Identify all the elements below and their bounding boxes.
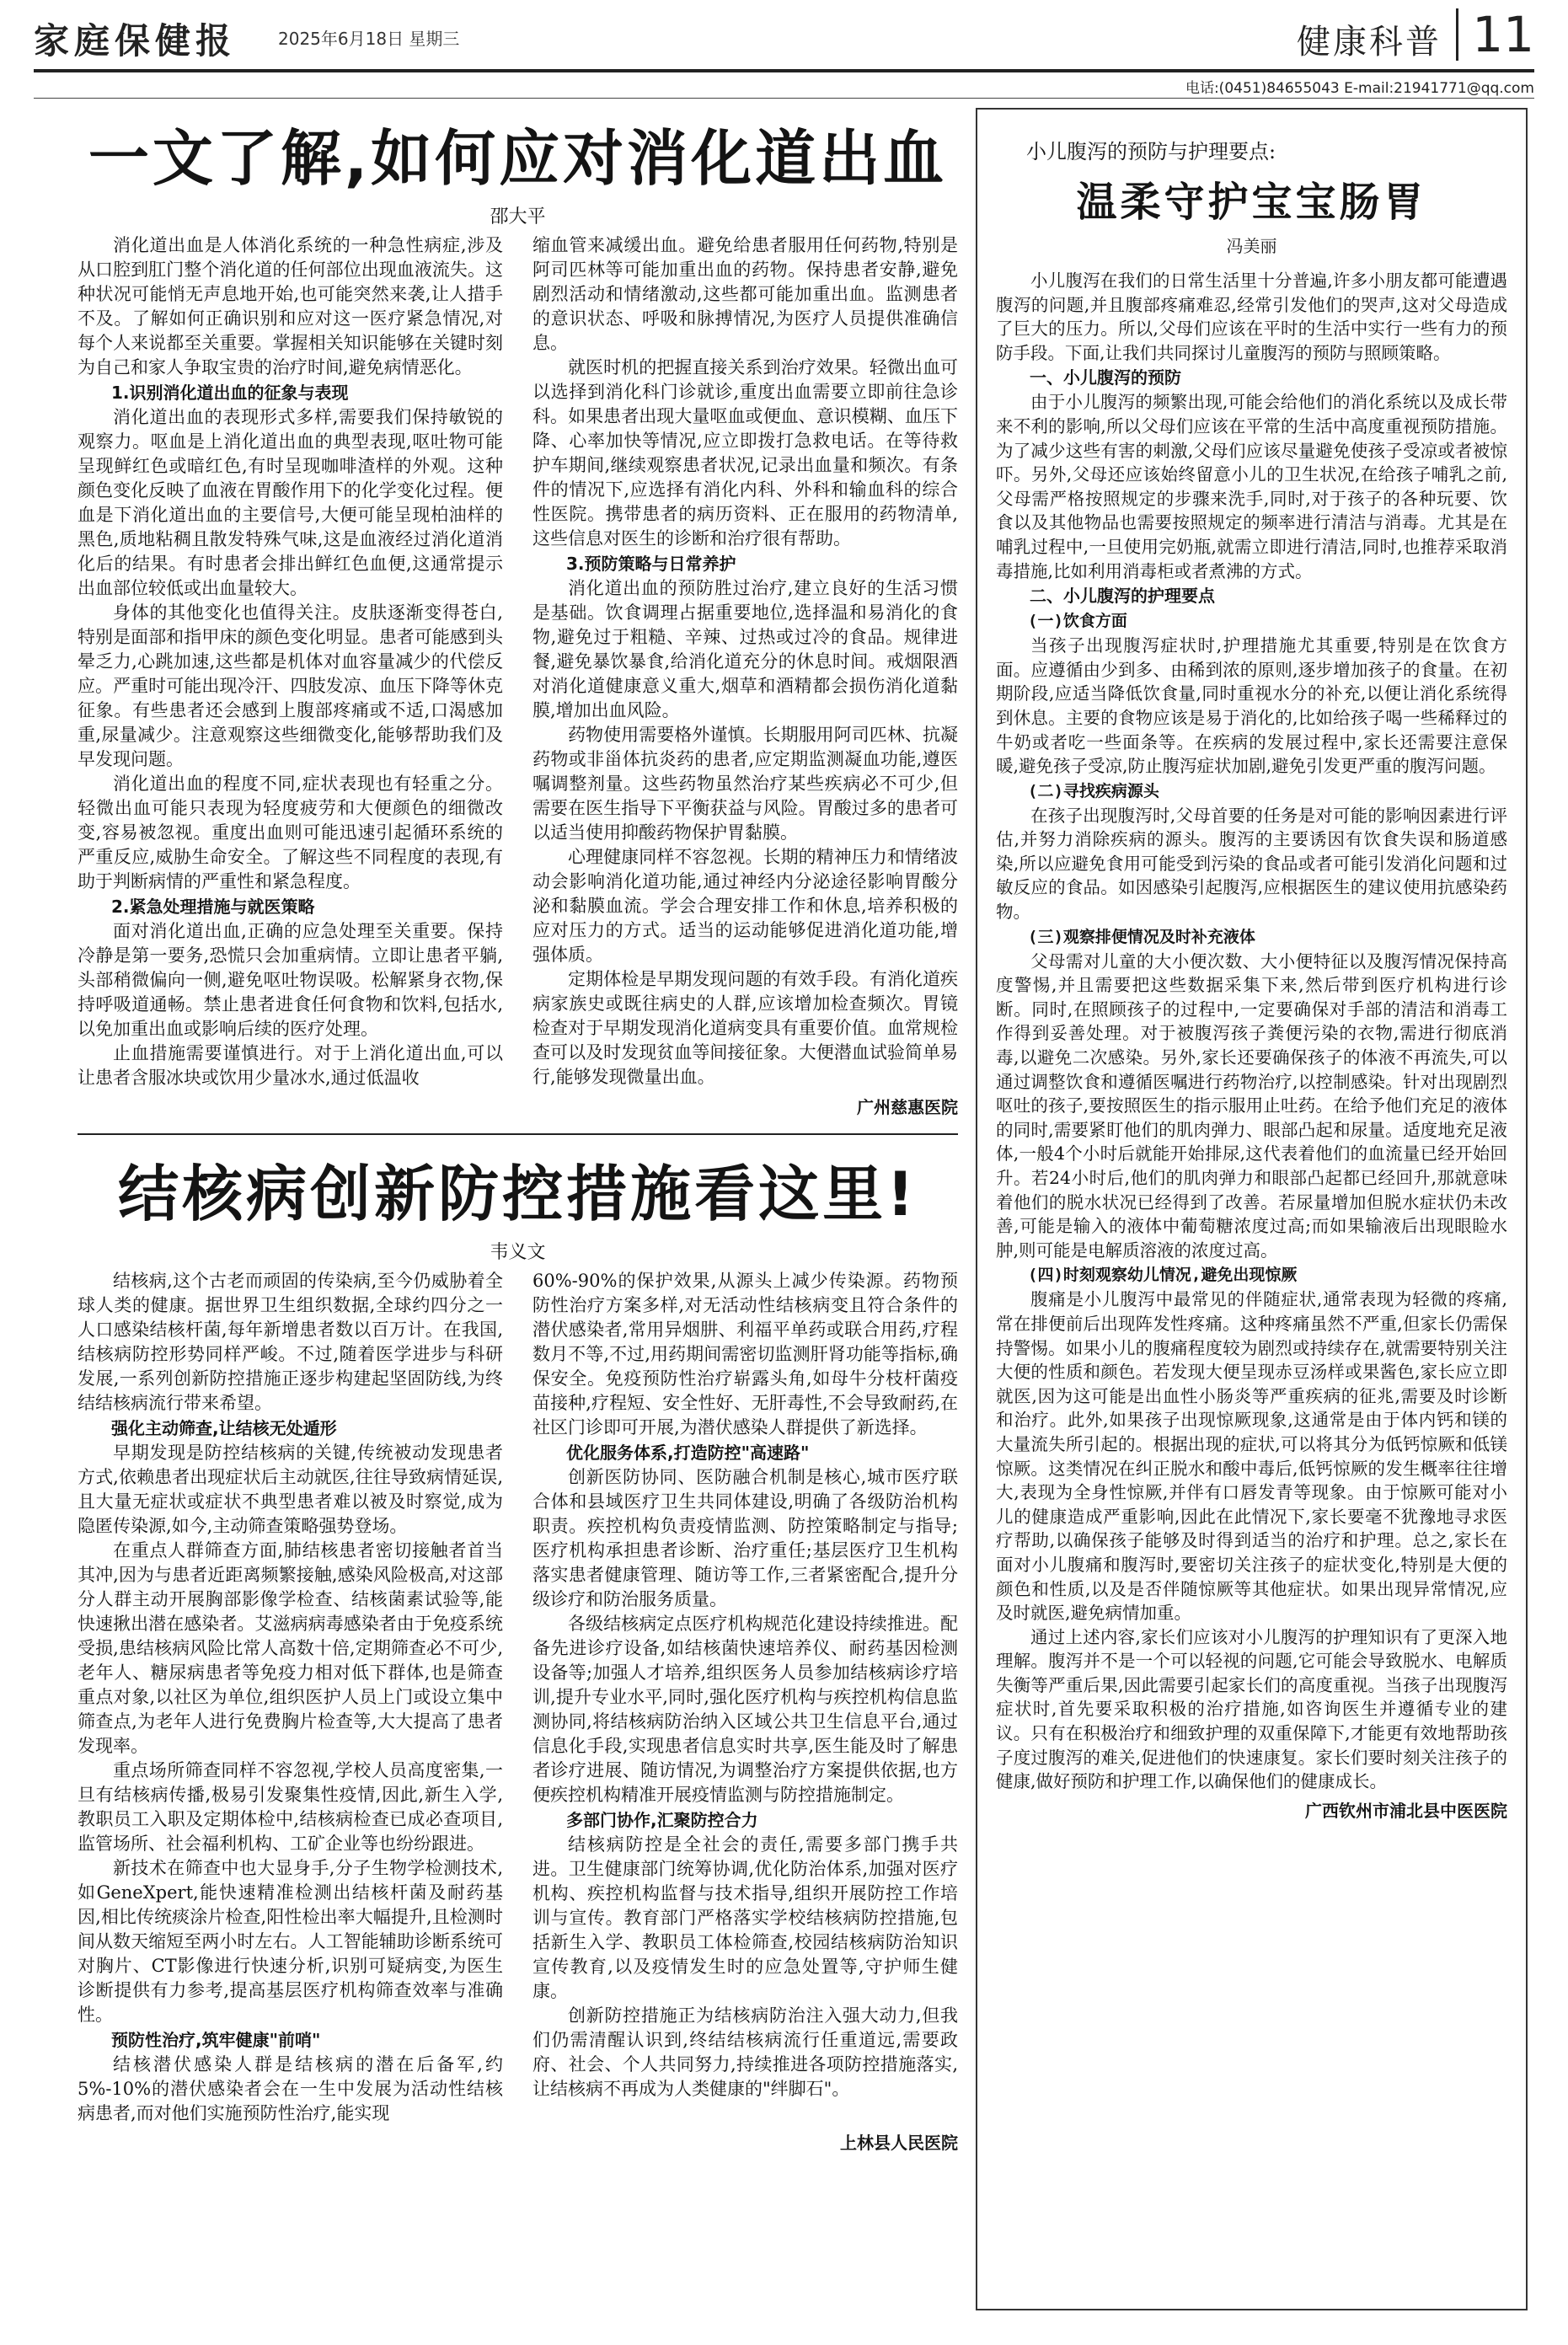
section-heading: 2.紧急处理措施与就医策略 xyxy=(111,897,315,917)
section-heading: 优化服务体系,打造防控"高速路" xyxy=(566,1443,810,1463)
article-author: 邵大平 xyxy=(490,206,546,228)
paragraph: 结核病,这个古老而顽固的传染病,至今仍威胁着全球人类的健康。据世界卫生组织数据,全球约四分之一人口感染结核杆菌,每年新增患者数以百万计。在我国,结核病防控形势同样严峻。不过,随着医学进步与科研发展,一系列创新防控措施正逐步构建起坚固防线,为终结结核病流行带来希望。 xyxy=(78,1271,503,1413)
article-signature: 上林县人民医院 xyxy=(840,2133,958,2153)
paragraph: 创新防控措施正为结核病防治注入强大动力,但我们仍需清醒认识到,终结结核病流行任重道远,需要政府、社会、个人共同努力,持续推进各项防控措施落实,让结核病不再成为人类健康的"绊脚石"。 xyxy=(532,2005,958,2099)
paragraph: 60%-90%的保护效果,从源头上减少传染源。药物预防性治疗方案多样,对无活动性结核病变且符合条件的潜伏感染者,常用异烟肼、利福平单药或联合用药,疗程数月不等,不过,用药期间需密切监测肝肾功能等指标,确保安全。免疫预防性治疗崭露头角,如母牛分枝杆菌疫苗接种,疗程短、安全性好、无肝毒性,不会导致耐药,在社区门诊即可开展,为潜伏感染人群提供了新选择。 xyxy=(532,1271,958,1438)
paragraph: 消化道出血的程度不同,症状表现也有轻重之分。轻微出血可能只表现为轻度疲劳和大便颜色的细微改变,容易被忽视。重度出血则可能迅速引起循环系统的严重反应,威胁生命安全。了解这些不同程度的表现,有助于判断病情的严重性和紧急程度。 xyxy=(78,774,503,891)
paragraph: 新技术在筛查中也大显身手,分子生物学检测技术,如GeneXpert,能快速精准检测出结核杆菌及耐药基因,相比传统痰涂片检查,阳性检出率大幅提升,且检测时间从数天缩短至两小时左右。人工智能辅助诊断系统可对胸片、CT影像进行快速分析,识别可疑病变,为医生诊断提供有力参考,提高基层医疗机构筛查效率与准确性。 xyxy=(78,1858,503,2025)
article-signature: 广州慈惠医院 xyxy=(857,1097,958,1117)
text-column xyxy=(532,1269,958,2126)
article-signature: 广西钦州市浦北县中医医院 xyxy=(1305,1800,1507,1821)
article-author: 冯美丽 xyxy=(1226,236,1277,256)
subsection-heading: (二)寻找疾病源头 xyxy=(1028,781,1159,800)
section-heading: 一、小儿腹泻的预防 xyxy=(1030,367,1181,388)
article-title: 一文了解,如何应对消化道出血 xyxy=(88,123,948,194)
left-column xyxy=(78,99,958,2154)
paragraph: 消化道出血的预防胜过治疗,建立良好的生活习惯是基础。饮食调理占据重要地位,选择温和易消化的食物,避免过于粗糙、辛辣、过热或过冷的食品。规律进餐,避免暴饮暴食,给消化道充分的休息时间。戒烟限酒对消化道健康意义重大,烟草和酒精都会损伤消化道黏膜,增加出血风险。 xyxy=(532,578,958,720)
page-number: 11 xyxy=(1456,8,1534,61)
paragraph: 定期体检是早期发现问题的有效手段。有消化道疾病家族史或既往病史的人群,应该增加检查频次。胃镜检查对于早期发现消化道病变具有重要价值。血常规检查可以及时发现贫血等间接征象。大便潜血试验简单易行,能够发现微量出血。 xyxy=(532,969,958,1087)
text-column xyxy=(78,233,503,1090)
paragraph: 结核病防控是全社会的责任,需要多部门携手共进。卫生健康部门统筹协调,优化防治体系,加强对医疗机构、疾控机构监督与技术指导,组织开展防控工作培训与宣传。教育部门严格落实学校结核病防控措施,包括新生入学、教职员工体检筛查,校园结核病防治知识宣传教育,以及疫情发生时的应急处置等,守护师生健康。 xyxy=(532,1834,958,2001)
paragraph: 心理健康同样不容忽视。长期的精神压力和情绪波动会影响消化道功能,通过神经内分泌途径影响胃酸分泌和黏膜血流。学会合理安排工作和休息,培养积极的应对压力的方式。适当的运动能够促进消化道功能,增强体质。 xyxy=(532,847,958,965)
paragraph: 通过上述内容,家长们应该对小儿腹泻的护理知识有了更深入地理解。腹泻并不是一个可以轻视的问题,它可能会导致脱水、电解质失衡等严重后果,因此需要引起家长们的高度重视。当孩子出现腹泻症状时,首先要采取积极的治疗措施,如咨询医生并遵循专业的建议。只有在积极治疗和细致护理的双重保障下,才能更有效地帮助孩子度过腹泻的难关,促进他们的快速康复。家长们要时刻关注孩子的健康,做好预防和护理工作,以确保他们的健康成长。 xyxy=(996,1626,1507,1792)
paragraph: 面对消化道出血,正确的应急处理至关重要。保持冷静是第一要务,恐慌只会加重病情。立即让患者平躺,头部稍微偏向一侧,避免呕吐物误吸。松解紧身衣物,保持呼吸道通畅。禁止患者进食任何食物和饮料,包括水,以免加重出血或影响后续的医疗处理。 xyxy=(78,921,503,1039)
paragraph: 止血措施需要谨慎进行。对于上消化道出血,可以让患者含服冰块或饮用少量冰水,通过低温收 xyxy=(78,1043,503,1088)
section-heading: 多部门协作,汇聚防控合力 xyxy=(566,1810,758,1830)
article-divider xyxy=(78,1133,958,1135)
subsection-heading: (一)饮食方面 xyxy=(1028,612,1127,631)
article-kicker: 小儿腹泻的预防与护理要点: xyxy=(1026,140,1276,163)
paragraph: 创新医防协同、医防融合机制是核心,城市医疗联合体和县域医疗卫生共同体建设,明确了各级防治机构职责。疾控机构负责疫情监测、防控策略制定与指导;医疗机构承担患者诊断、治疗重任;基层医疗卫生机构落实患者健康管理、随访等工作,三者紧密配合,提升分级诊疗和防治服务质量。 xyxy=(532,1467,958,1609)
masthead xyxy=(34,6,1534,67)
text-column xyxy=(78,1269,503,2126)
contact-info: 电话:(0451)84655043 E-mail:21941771@qq.com xyxy=(1185,80,1534,97)
subsection-heading: (四)时刻观察幼儿情况,避免出现惊厥 xyxy=(1028,1266,1298,1285)
section-title: 健康科普 xyxy=(1297,23,1442,62)
article-body xyxy=(78,1269,958,2126)
paragraph: 腹痛是小儿腹泻中最常见的伴随症状,通常表现为轻微的疼痛,常在排便前后出现阵发性疼痛。这种疼痛虽然不严重,但家长仍需保持警惕。如果小儿的腹痛程度较为剧烈或持续存在,就需要特别关注大便的性质和颜色。若发现大便呈现赤豆汤样或果酱色,家长应立即就医,因为这可能是出血性小肠炎等严重疾病的征兆,需要及时诊断和治疗。此外,如果孩子出现惊厥现象,这通常是由于体内钙和镁的大量流失所引起的。根据出现的症状,可以将其分为低钙惊厥和低镁惊厥。这类情况在纠正脱水和酸中毒后,低钙惊厥的发生概率往往增大,表现为全身性惊厥,并伴有口唇发青等现象。由于惊厥可能对小儿的健康造成严重影响,因此在此情况下,家长要毫不犹豫地寻求医疗帮助,以确保孩子能够及时得到适当的治疗和护理。总之,家长在面对小儿腹痛和腹泻时,要密切关注孩子的症状变化,特别是大便的颜色和性质,以及是否伴随惊厥等其他症状。如果出现异常情况,应及时就医,避免病情加重。 xyxy=(996,1289,1507,1624)
article-author: 韦义文 xyxy=(490,1242,546,1263)
paragraph: 父母需对儿童的大小便次数、大小便特征以及腹泻情况保持高度警惕,并且需要把这些数据采集下来,然后带到医疗机构进行诊断。同时,在照顾孩子的过程中,一定要确保对手部的清洁和消毒工作得到妥善处理。对于被腹泻孩子粪便污染的衣物,需进行彻底消毒,以避免二次感染。另外,家长还要确保孩子的体液不再流失,可以通过调整饮食和遵循医嘱进行药物治疗,以控制感染。针对出现剧烈呕吐的孩子,要按照医生的指示服用止吐药。在给予他们充足的液体的同时,需要紧盯他们的肌肉弹力、眼部凸起和尿量。适度地充足液体,一般4个小时后就能开始排尿,这代表着他们的血流量已经开始回升。若24小时后,他们的肌肉弹力和眼部凸起都已经回升,那就意味着他们的脱水状况已经得到了改善。若尿量增加但脱水症状仍未改善,可能是输入的液体中葡萄糖浓度过高;而如果输液后出现眼睑水肿,则可能是电解质溶液的浓度过高。 xyxy=(996,950,1507,1261)
section-heading: 3.预防策略与日常养护 xyxy=(566,554,736,574)
paper-name: 家庭保健报 xyxy=(34,20,237,62)
paragraph: 就医时机的把握直接关系到治疗效果。轻微出血可以选择到消化科门诊就诊,重度出血需要立即前往急诊科。如果患者出现大量呕血或便血、意识模糊、血压下降、心率加快等情况,应立即拨打急救电话。在等待救护车期间,继续观察患者状况,记录出血量和频次。有条件的情况下,应选择有消化内科、外科和输血科的综合性医院。携带患者的病历资料、正在服用的药物清单,这些信息对医生的诊断和治疗很有帮助。 xyxy=(532,357,958,549)
paragraph: 消化道出血是人体消化系统的一种急性病症,涉及从口腔到肛门整个消化道的任何部位出现血液流失。这种状况可能悄无声息地开始,也可能突然来袭,让人措手不及。了解如何正确识别和应对这一医疗紧急情况,对每个人来说都至关重要。掌握相关知识能够在关键时刻为自己和家人争取宝贵的治疗时间,避免病情恶化。 xyxy=(78,235,503,377)
section-heading: 二、小儿腹泻的护理要点 xyxy=(1030,586,1215,607)
paragraph: 在孩子出现腹泻时,父母首要的任务是对可能的影响因素进行评估,并努力消除疾病的源头。腹泻的主要诱因有饮食失误和肠道感染,所以应避免食用可能受到污染的食品或者可能引发消化问题和过敏反应的食品。如因感染引起腹泻,应根据医生的建议使用抗感染药物。 xyxy=(996,805,1507,923)
section-heading: 强化主动筛查,让结核无处遁形 xyxy=(111,1418,337,1438)
section-heading: 1.识别消化道出血的征象与表现 xyxy=(111,383,349,403)
article-body xyxy=(78,233,958,1090)
issue-date: 2025年6月18日 星期三 xyxy=(278,29,460,49)
header-divider xyxy=(34,98,1534,99)
paragraph: 药物使用需要格外谨慎。长期服用阿司匹林、抗凝药物或非甾体抗炎药的患者,应定期监测凝血功能,遵医嘱调整剂量。这些药物虽然治疗某些疾病必不可少,但需要在医生指导下平衡获益与风险。胃酸过多的患者可以适当使用抑酸药物保护胃黏膜。 xyxy=(532,725,958,843)
subsection-heading: (三)观察排便情况及时补充液体 xyxy=(1028,927,1255,946)
article-title: 结核病创新防控措施看这里! xyxy=(118,1159,918,1229)
section-heading: 预防性治疗,筑牢健康"前哨" xyxy=(111,2030,321,2050)
paragraph: 结核潜伏感染人群是结核病的潜在后备军,约5%-10%的潜伏感染者会在一生中发展为活动性结核病患者,而对他们实施预防性治疗,能实现 xyxy=(78,2054,503,2123)
masthead-rule xyxy=(34,69,1534,72)
article-body xyxy=(996,269,1507,1794)
paragraph: 当孩子出现腹泻症状时,护理措施尤其重要,特别是在饮食方面。应遵循由少到多、由稀到浓的原则,逐步增加孩子的食量。在初期阶段,应适当降低饮食量,同时重视水分的补充,以便让消化系统得到休息。主要的食物应该是易于消化的,比如给孩子喝一些稀释过的牛奶或者吃一些面条等。在疾病的发展过程中,家长还需要注意保暖,避免孩子受凉,防止腹泻症状加剧,避免引发更严重的腹泻问题。 xyxy=(996,635,1507,777)
paragraph: 由于小儿腹泻的频繁出现,可能会给他们的消化系统以及成长带来不利的影响,所以父母们应该在平常的生活中高度重视预防措施。为了减少这些有害的刺激,父母们应该尽量避免使孩子受凉或者被惊吓。另外,父母还应该始终留意小儿的卫生状况,在给孩子哺乳之前,父母需严格按照规定的步骤来洗手,同时,对于孩子的各种玩要、饮食以及其他物品也需要按照规定的频率进行清洁与消毒。尤其是在哺乳过程中,一旦使用完奶瓶,就需立即进行清洁,同时,也推荐采取消毒措施,比如利用消毒柜或者煮沸的方式。 xyxy=(996,392,1507,581)
paragraph: 缩血管来减缓出血。避免给患者服用任何药物,特别是阿司匹林等可能加重出血的药物。保持患者安静,避免剧烈活动和情绪激动,这些都可能加重出血。监测患者的意识状态、呼吸和脉搏情况,为医疗人员提供准确信息。 xyxy=(532,235,958,353)
text-column xyxy=(532,233,958,1090)
paragraph: 早期发现是防控结核病的关键,传统被动发现患者方式,依赖患者出现症状后主动就医,往往导致病情延误,且大量无症状或症状不典型患者难以被及时察觉,成为隐匿传染源,如今,主动筛查策略强势登场。 xyxy=(78,1443,503,1536)
paragraph: 消化道出血的表现形式多样,需要我们保持敏锐的观察力。呕血是上消化道出血的典型表现,呕吐物可能呈现鲜红色或暗红色,有时呈现咖啡渣样的外观。这种颜色变化反映了血液在胃酸作用下的化学变化过程。便血是下消化道出血的主要信号,大便可能呈现柏油样的黑色,质地粘稠且散发特殊气味,这是血液经过消化道消化后的结果。有时患者会排出鲜红色血便,这通常提示出血部位较低或出血量较大。 xyxy=(78,407,503,598)
boxed-article xyxy=(976,108,1528,2310)
paragraph: 身体的其他变化也值得关注。皮肤逐渐变得苍白,特别是面部和指甲床的颜色变化明显。患者可能感到头晕乏力,心跳加速,这些都是机体对血容量减少的代偿反应。严重时可能出现冷汗、四肢发凉、血压下降等休克征象。有些患者还会感到上腹部疼痛或不适,口渴感加重,尿量减少。注意观察这些细微变化,能够帮助我们及早发现问题。 xyxy=(78,602,503,769)
article-title: 温柔守护宝宝肠胃 xyxy=(1076,179,1427,226)
paragraph: 小儿腹泻在我们的日常生活里十分普遍,许多小朋友都可能遭遇腹泻的问题,并且腹部疼痛难忍,经常引发他们的哭声,这对父母造成了巨大的压力。所以,父母们应该在平时的生活中实行一些有力的预防手段。下面,让我们共同探讨儿童腹泻的预防与照顾策略。 xyxy=(996,270,1507,363)
paragraph: 在重点人群筛查方面,肺结核患者密切接触者首当其冲,因为与患者近距离频繁接触,感染风险极高,对这部分人群主动开展胸部影像学检查、结核菌素试验等,能快速揪出潜在感染者。艾滋病病毒感染者由于免疫系统受损,患结核病风险比常人高数十倍,定期筛查必不可少,老年人、糖尿病患者等免疫力相对低下群体,也是筛查重点对象,以社区为单位,组织医护人员上门或设立集中筛查点,为老年人进行免费胸片检查等,大大提高了患者发现率。 xyxy=(78,1540,503,1756)
paragraph: 重点场所筛查同样不容忽视,学校人员高度密集,一旦有结核病传播,极易引发聚集性疫情,因此,新生入学,教职员工入职及定期体检中,结核病检查已成必查项目,监管场所、社会福利机构、工矿企业等也纷纷跟进。 xyxy=(78,1760,503,1854)
paragraph: 各级结核病定点医疗机构规范化建设持续推进。配备先进诊疗设备,如结核菌快速培养仪、耐药基因检测设备等;加强人才培养,组织医务人员参加结核病诊疗培训,提升专业水平,同时,强化医疗机构与疾控机构信息监测协同,将结核病防治纳入区域公共卫生信息平台,通过信息化手段,实现患者信息实时共享,医生能及时了解患者诊疗进展、随访情况,为调整治疗方案提供依据,也方便疾控机构精准开展疫情监测与防控措施制定。 xyxy=(532,1614,958,1805)
